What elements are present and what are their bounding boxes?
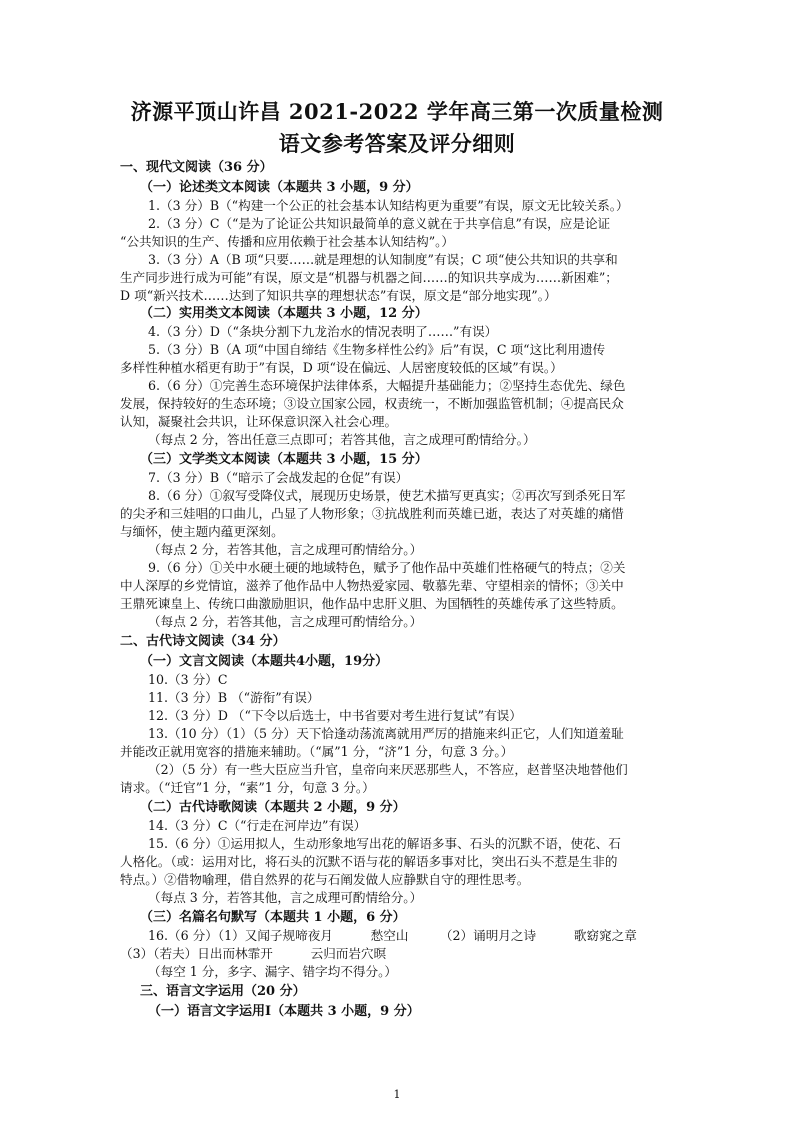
answer-line: （3）（若夫）日出而林霏开 云归而岩穴暝 (120, 946, 387, 961)
section-heading-modern-reading: 一、现代文阅读（36 分） (120, 160, 273, 175)
answer-line: 1.（3 分）B（“构建一个公正的社会基本认知结构更为重要”有误，原文无比较关系。） (148, 198, 629, 213)
scoring-note: （每点 2 分，若答其他，言之成理可酌情给分。） (148, 614, 423, 629)
answer-line: 并能改正就用宽容的措施来辅助。（“属”1 分，“济”1 分，句意 3 分。） (120, 744, 514, 759)
section-heading-language-use: 三、语言文字运用（20 分） (140, 984, 306, 999)
answer-line: 15.（6 分）①运用拟人，生动形象地写出花的解语多事、石头的沉默不语，使花、石 (148, 836, 621, 851)
subsection-heading-argumentative: （一）论述类文本阅读（本题共 3 小题，9 分） (140, 180, 419, 195)
scoring-note: （每空 1 分，多字、漏字、错字均不得分。） (148, 964, 398, 979)
answer-line: 特点。）②借物喻理，借自然界的花与石阐发做人应静默自守的理性思考。 (120, 872, 530, 887)
answer-line: 10.（3 分）C (148, 672, 228, 687)
answer-line: 请求。（“迁官”1 分，“素”1 分，句意 3 分。） (120, 780, 375, 795)
subsection-heading-language-use-1: （一）语言文字运用Ⅰ（本题共 3 小题，9 分） (148, 1004, 420, 1019)
answer-line: 8.（6 分）①叙写受降仪式，展现历史场景，使艺术描写更真实；②再次写到杀死日军 (148, 488, 626, 503)
answer-line: 11.（3 分）B （“游衔”有误） (148, 690, 320, 705)
answer-line: 多样性种植水稻更有助于”有误，D 项“设在偏远、人居密度较低的区域”有误。） (120, 360, 563, 375)
scoring-note: （每点 2 分，答出任意三点即可；若答其他，言之成理可酌情给分。） (148, 432, 536, 447)
answer-line: 5.（3 分）B（A 项“中国自缔结《生物多样性公约》后”有误，C 项“这比利用遗传 (148, 342, 606, 357)
subsection-heading-practical: （二）实用类文本阅读（本题共 3 小题，12 分） (140, 306, 428, 321)
section-heading-classical: 二、古代诗文阅读（34 分） (120, 634, 286, 649)
page-number: 1 (393, 1088, 401, 1101)
document-title: 济源平顶山许昌 2021-2022 学年高三第一次质量检测 (130, 99, 664, 124)
subsection-heading-recitation: （三）名篇名句默写（本题共 1 小题，6 分） (140, 910, 406, 925)
answer-line: 7.（3 分）B（“暗示了会战发起的仓促”有误） (148, 470, 409, 485)
answer-line: 人格化。（或：运用对比，将石头的沉默不语与花的解语多事对比，突出石头不惹是生非的 (120, 854, 618, 869)
answer-line: 发展，保持较好的生态环境；③设立国家公园，权责统一，不断加强监管机制；④提高民众 (120, 396, 624, 411)
answer-line: 14.（3 分）C（“行走在河岸边”有误） (148, 818, 367, 833)
answer-line: 6.（6 分）①完善生态环境保护法律体系，大幅提升基础能力；②坚持生态优先、绿色 (148, 378, 626, 393)
scoring-note: （每点 3 分，若答其他，言之成理可酌情给分。） (148, 890, 423, 905)
answer-line: 4.（3 分）D（“条块分割下九龙治水的情况表明了……”有误） (148, 324, 498, 339)
subsection-heading-literary: （三）文学类文本阅读（本题共 3 小题，15 分） (140, 452, 428, 467)
answer-line: 2.（3 分）C（“是为了论证公共知识最简单的意义就在于共享信息”有误，应是论证 (148, 216, 611, 231)
answer-line: （2）（5 分）有一些大臣应当升官，皇帝向来厌恶那些人，不答应，赵普坚决地替他们 (148, 762, 628, 777)
subsection-heading-poetry: （二）古代诗歌阅读（本题共 2 小题，9 分） (140, 800, 406, 815)
answer-line: 中人深厚的乡党情谊，滋养了他作品中人物热爱家园、敬慕先辈、守望相亲的情怀；③关中 (120, 578, 624, 593)
answer-line: 生产同步进行成为可能”有误，原文是“机器与机器之间……的知识共享成为……新困难”； (120, 270, 618, 285)
answer-line: 认知，凝聚社会共识，让环保意识深入社会心理。 (120, 414, 398, 429)
answer-line: 的尖矛和三娃唱的口曲儿，凸显了人物形象；③抗战胜利而英雄已逝，表达了对英雄的痛惜 (120, 506, 624, 521)
answer-line: 3.（3 分）A（B 项“只要……就是理想的认知制度”有误；C 项“使公共知识的共享和 (148, 252, 618, 267)
subsection-heading-classical-prose: （一）文言文阅读（本题共4小题，19分） (140, 654, 389, 669)
answer-line: 12.（3 分）D （“下令以后选士，中书省要对考生进行复试”有误） (148, 708, 522, 723)
answer-line: 王鼎死谏皇上、传统口曲激励胆识，他作品中忠肝义胆、为国牺牲的英雄传承了这些特质。 (120, 596, 624, 611)
scoring-note: （每点 2 分，若答其他，言之成理可酌情给分。） (148, 542, 423, 557)
answer-line: 16.（6 分）（1）又闻子规啼夜月 愁空山 （2）诵明月之诗 歌窈窕之章 (148, 928, 637, 943)
document-subtitle: 语文参考答案及评分细则 (278, 131, 516, 156)
answer-line: 13.（10 分）（1）（5 分）天下恰逢动荡流离就用严厉的措施来纠正它，人们知道羞耻 (148, 726, 624, 741)
answer-line: 与缅怀，使主题内蕴更深刻。 (120, 524, 284, 539)
answer-line: 9.（6 分）①关中水硬土硬的地域特色，赋予了他作品中英雄们性格硬气的特点；②关 (148, 560, 626, 575)
answer-line: D 项“新兴技术……达到了知识共享的理想状态”有误，原文是“部分地实现”。） (120, 288, 557, 303)
answer-line: “公共知识的生产、传播和应用依赖于社会基本认知结构”。） (120, 234, 455, 249)
